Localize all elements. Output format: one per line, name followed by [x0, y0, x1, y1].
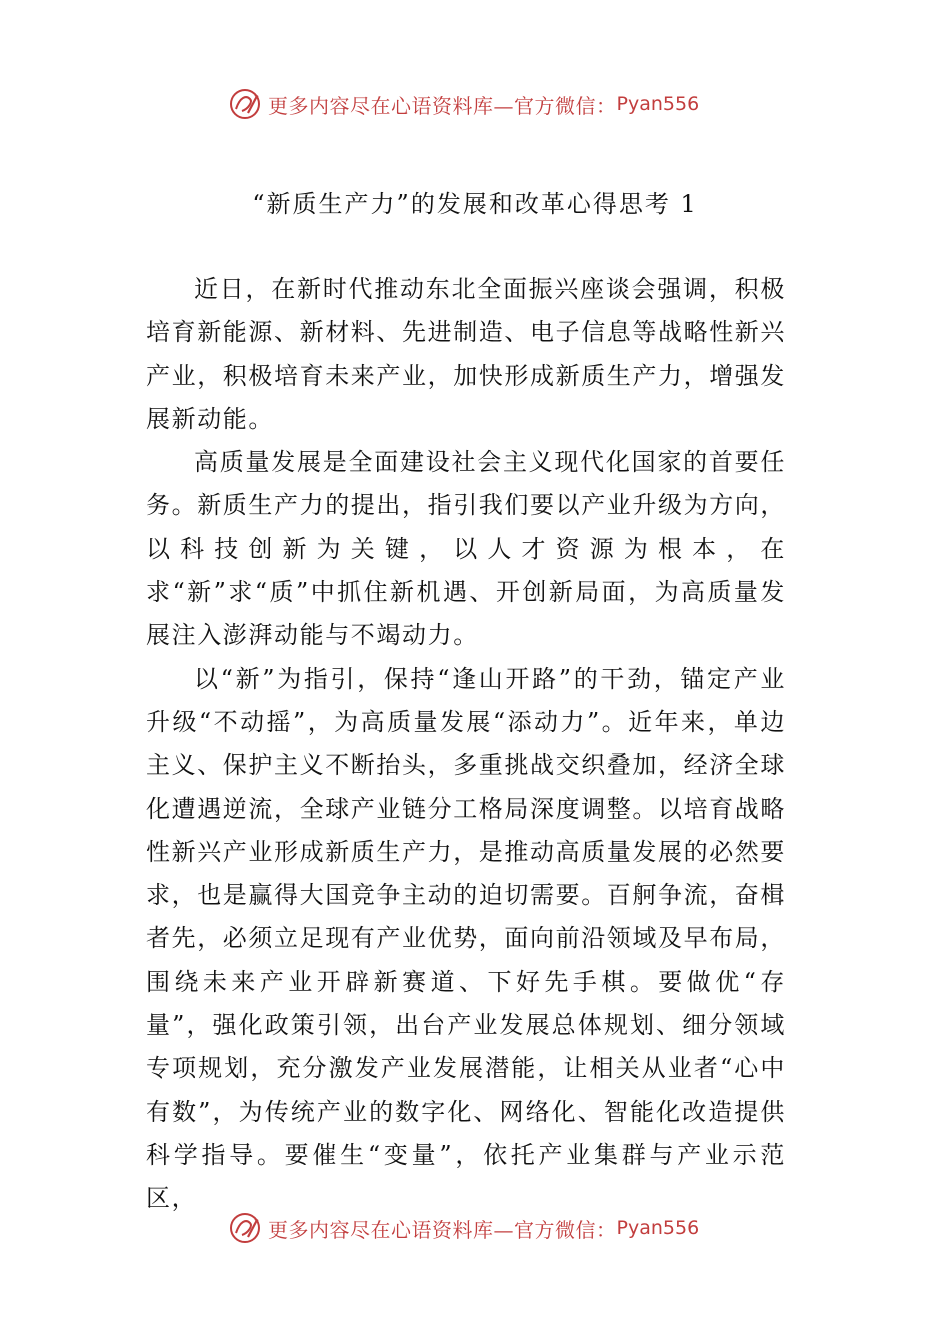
banner-text: 更多内容尽在心语资料库—官方微信：: [268, 1217, 617, 1242]
signature-pen-icon: [228, 87, 262, 121]
wechat-id: Pyan556: [616, 93, 700, 115]
wechat-id: Pyan556: [616, 1217, 700, 1239]
signature-pen-icon: [228, 1211, 262, 1245]
paragraph: 以“新”为指引，保持“逢山开路”的干劲，锚定产业升级“不动摇”，为高质量发展“添动力”。近年来，单边主义、保护主义不断抬头，多重挑战交织叠加，经济全球化遭遇逆流，全球产业链分工格局深度调整。以培育战略性新兴产业形成新质生产力，是推动高质量发展的必然要求，也是赢得大国竞争主动的迫切需要。百舸争流，奋楫者先，必须立足现有产业优势，面向前沿领域及早布局，围绕未来产业开辟新赛道、下好先手棋。要做优“存量”，强化政策引领，出台产业发展总体规划、细分领域专项规划，充分激发产业发展潜能，让相关从业者“心中有数”，为传统产业的数字化、网络化、智能化改造提供科学指导。要催生“变量”，依托产业集群与产业示范区，: [146, 664, 786, 1213]
paragraph: 近日，在新时代推动东北全面振兴座谈会强调，积极培育新能源、新材料、先进制造、电子信息等战略性新兴产业，积极培育未来产业，加快形成新质生产力，增强发展新动能。: [146, 275, 786, 433]
banner-text: 更多内容尽在心语资料库—官方微信：: [268, 93, 617, 118]
footer-watermark-banner: [228, 1208, 699, 1248]
document-body: [146, 268, 786, 1221]
paragraph: 高质量发展是全面建设社会主义现代化国家的首要任务。新质生产力的提出，指引我们要以产业升级为方向，以科技创新为关键，以人才资源为根本，在求“新”求“质”中抓住新机遇、开创新局面，为高质量发展注入澎湃动能与不竭动力。: [146, 448, 786, 650]
document-title: “新质生产力”的发展和改革心得思考 1: [252, 190, 698, 218]
header-watermark-banner: [228, 84, 699, 124]
